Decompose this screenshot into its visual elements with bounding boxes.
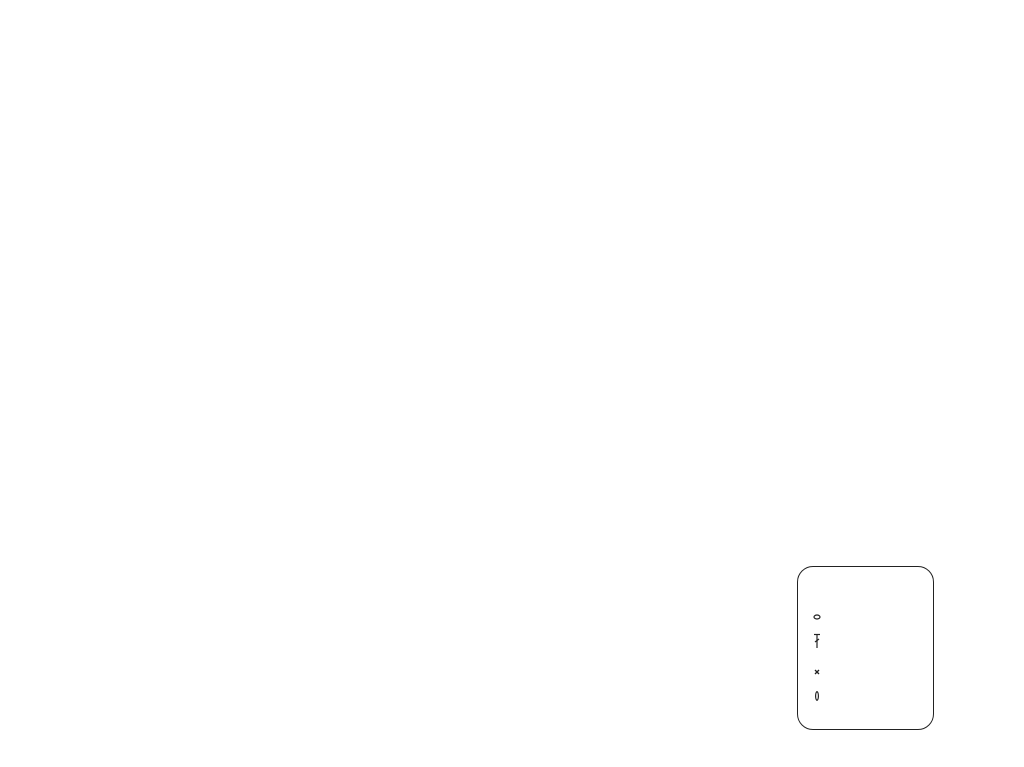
single-crochet-icon (812, 664, 822, 680)
double-crochet-icon (812, 633, 822, 649)
chain-icon (812, 609, 822, 625)
legend-item-ponto-baixo (812, 664, 828, 680)
legend-item-ponto-segredo (812, 688, 828, 704)
legend-item-correntinha (812, 609, 828, 625)
slip-stitch-icon (812, 688, 822, 704)
legend-box (797, 566, 934, 730)
waist-finish-chart (150, 662, 550, 722)
legend-item-ponto-alto (812, 633, 828, 649)
